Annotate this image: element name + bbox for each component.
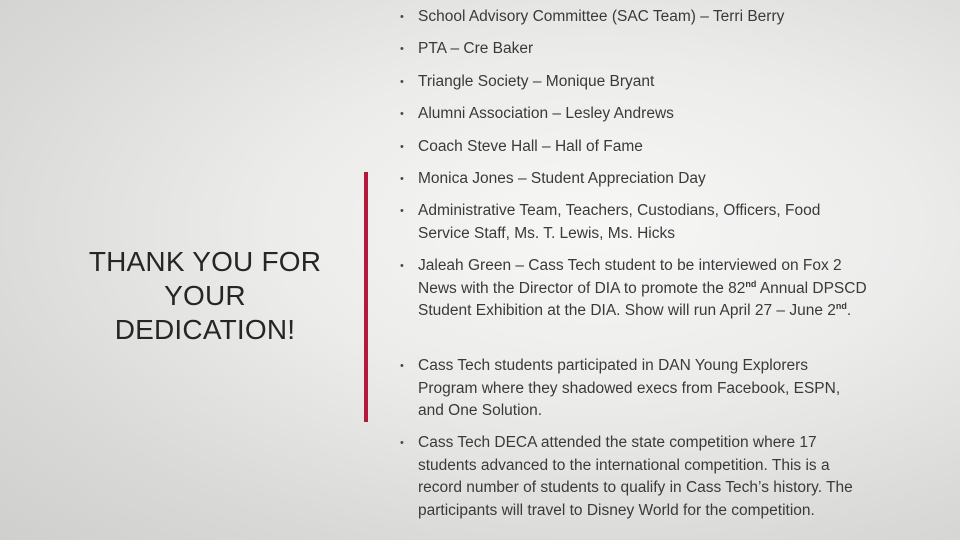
bullet-dot-icon: • xyxy=(400,205,404,217)
title-line-2: YOUR xyxy=(164,280,246,311)
bullet-text: Monica Jones – Student Appreciation Day xyxy=(418,170,706,187)
bullet-dot-icon: • xyxy=(400,173,404,185)
bullet-text: Cass Tech students participated in DAN Young Explorers Program where they shadowed execs from Facebook, ESPN, and One Solution. xyxy=(418,357,841,420)
bullet-text-part: . xyxy=(846,302,852,320)
bullet-text: Alumni Association – Lesley Andrews xyxy=(418,105,674,122)
title-line-3: DEDICATION! xyxy=(114,314,296,345)
bullet-item xyxy=(400,355,870,423)
bullet-dot-icon: • xyxy=(400,11,404,23)
bullet-text: Coach Steve Hall – Hall of Fame xyxy=(418,138,643,155)
title-line-1: THANK YOU FOR xyxy=(88,246,322,277)
bullet-item xyxy=(400,200,870,245)
bullet-text: Triangle Society – Monique Bryant xyxy=(418,73,655,90)
bullet-text-part: Jaleah Green – Cass Tech student to be interviewed on Fox 2 News with the Director of DIA to promote the 82 xyxy=(418,257,842,297)
bullet-item xyxy=(400,168,870,191)
bullet-item xyxy=(400,255,870,323)
bullet-text: School Advisory Committee (SAC Team) – Terri Berry xyxy=(418,8,785,25)
bullet-dot-icon: • xyxy=(400,360,404,372)
bullet-dot-icon: • xyxy=(400,141,404,153)
bullet-item xyxy=(400,103,870,126)
bullet-text: Administrative Team, Teachers, Custodians, Officers, Food Service Staff, Ms. T. Lewis, Ms. Hicks xyxy=(418,202,821,242)
bullet-item xyxy=(400,38,870,61)
bullet-dot-icon: • xyxy=(400,76,404,88)
bullet-text xyxy=(418,255,870,323)
bullet-item xyxy=(400,136,870,159)
bullet-item xyxy=(400,6,870,29)
ordinal-suffix: nd xyxy=(745,278,757,289)
bullet-item xyxy=(400,432,870,522)
bullet-item xyxy=(400,71,870,94)
bullet-text-part: Annual DPSCD Student Exhibition at the DIA. Show will run April 27 – June 2 xyxy=(418,279,867,320)
ordinal-suffix: nd xyxy=(835,301,847,312)
bullet-dot-icon: • xyxy=(400,43,404,55)
bullet-text: PTA – Cre Baker xyxy=(418,40,534,57)
bullet-text: Cass Tech DECA attended the state competition where 17 students advanced to the international competition. This is a record number of students to qualify in Cass Tech’s history. The participants will travel to Disney World for the competition. xyxy=(418,434,853,519)
slide-title xyxy=(60,245,350,347)
accent-divider xyxy=(364,172,368,422)
bullet-dot-icon: • xyxy=(400,108,404,120)
bullet-dot-icon: • xyxy=(400,437,404,449)
bullet-dot-icon: • xyxy=(400,260,404,272)
